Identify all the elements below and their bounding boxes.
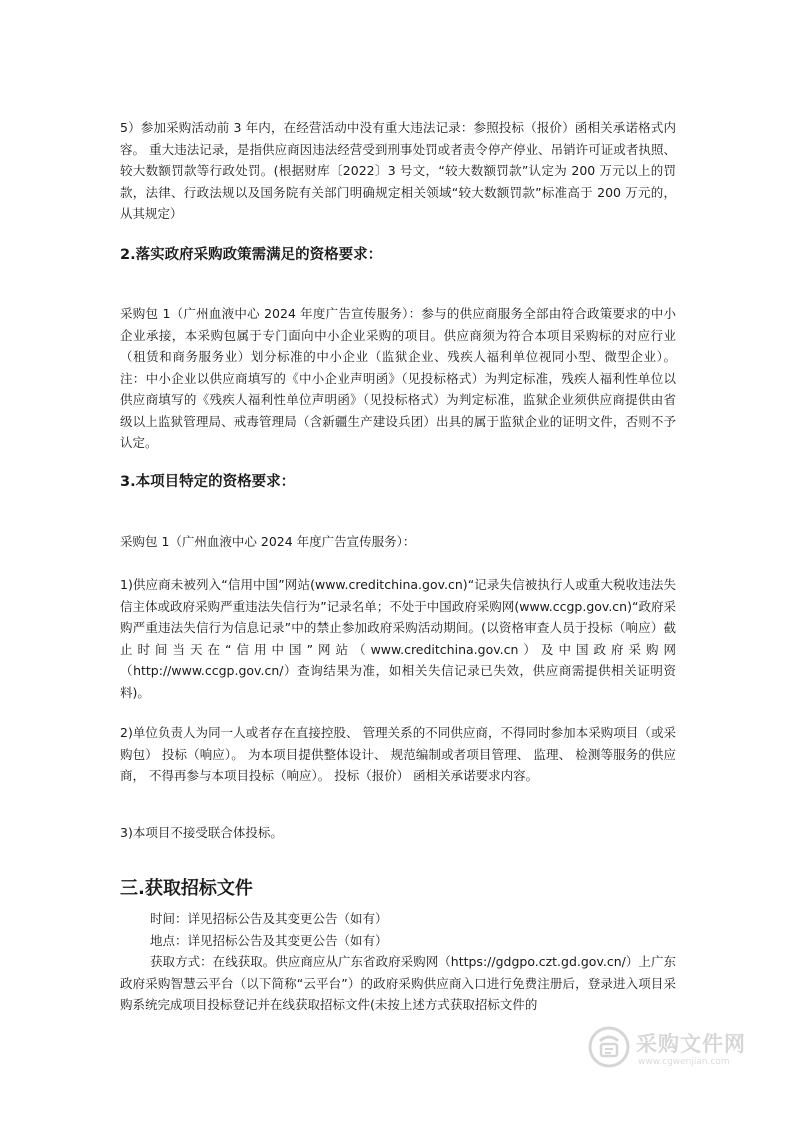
watermark [588, 1024, 758, 1074]
paragraph-item-5: 5）参加采购活动前 3 年内，在经营活动中没有重大违法记录：参照投标（报价）函相关承诺格式内容。 重大违法记录，是指供应商因违法经营受到刑事处罚或者责令停产停业、吊销许可证或者执照、较大数额罚款等行政处罚。(根据财库〔2022〕3 号文，“较大数额罚款”认定为 200 万元以上的罚款，法律、行政法规以及国务院有关部门明确规定相关领域“较大数额罚款”标准高于 200 万元的，从其规定） [120, 120, 676, 221]
paragraph-policy: 采购包 1（广州血液中心 2024 年度广告宣传服务）：参与的供应商服务全部由符合政策要求的中小企业承接，本采购包属于专门面向中小企业采购的项目。供应商须为符合本项目采购标的对应行业（租赁和商务服务业）划分标准的中小企业（监狱企业、残疾人福利单位视同小型、微型企业）。 注：中小企业以供应商填写的《中小企业声明函》（见投标格式）为判定标准，残疾人福利性单位以供应商填写的《残疾人福利性单位声明函》（见投标格式）为判定标准，监狱企业须供应商提供由省级以上监狱管理局、戒毒管理局（含新疆生产建设兵团）出具的属于监狱企业的证明文件，否则不予认定。 [120, 306, 676, 450]
list-item-control: 2)单位负责人为同一人或者存在直接控股、 管理关系的不同供应商，不得同时参加本采购项目（或采购包） 投标（响应）。 为本项目提供整体设计、 规范编制或者项目管理、 监理、 检测等服务的供应商， 不得再参与本项目投标（响应）。 投标（报价） 函相关承诺要求内容。 [120, 725, 676, 783]
heading-policy-requirements: 2.落实政府采购政策需满足的资格要求： [120, 247, 383, 263]
list-item-consortium: 3)本项目不接受联合体投标。 [120, 825, 283, 840]
watermark-url: www.cgwenjian.com [638, 1057, 730, 1067]
watermark-title: 采购文件网 [636, 1032, 746, 1056]
cgwenjian-logo-icon [588, 1026, 630, 1068]
place-line: 地点：详见招标公告及其变更公告（如有） [150, 933, 388, 948]
section-title-obtain-documents: 三.获取招标文件 [120, 878, 253, 899]
heading-specific-requirements: 3.本项目特定的资格要求： [120, 474, 296, 490]
method-paragraph: 获取方式：在线获取。供应商应从广东省政府采购网（https://gdgpo.czt.gd.gov.cn/）上广东政府采购智慧云平台（以下简称“云平台”）的政府采购供应商入口进行免费注册后，登录进入项目采购系统完成项目投标登记并在线获取招标文件(未按上述方式获取招标文件的 [120, 954, 676, 1012]
paragraph-package: 采购包 1（广州血液中心 2024 年度广告宣传服务）： [120, 534, 416, 549]
list-item-credit: 1)供应商未被列入“信用中国”网站(www.creditchina.gov.cn)“记录失信被执行人或重大税收违法失信主体或政府采购严重违法失信行为”记录名单；不处于中国政府采购网(www.ccgp.gov.cn)“政府采购严重违法失信行为信息记录”中的禁止参加政府采购活动期间。(以资格审查人员于投标（响应）截止时间当天在“信用中国”网站（www.creditchina.gov.cn）及中国政府采购网（http://www.ccgp.gov.cn/）查询结果为准，如相关失信记录已失效，供应商需提供相关证明资料)。 [120, 577, 676, 700]
time-line: 时间：详见招标公告及其变更公告（如有） [150, 911, 388, 926]
